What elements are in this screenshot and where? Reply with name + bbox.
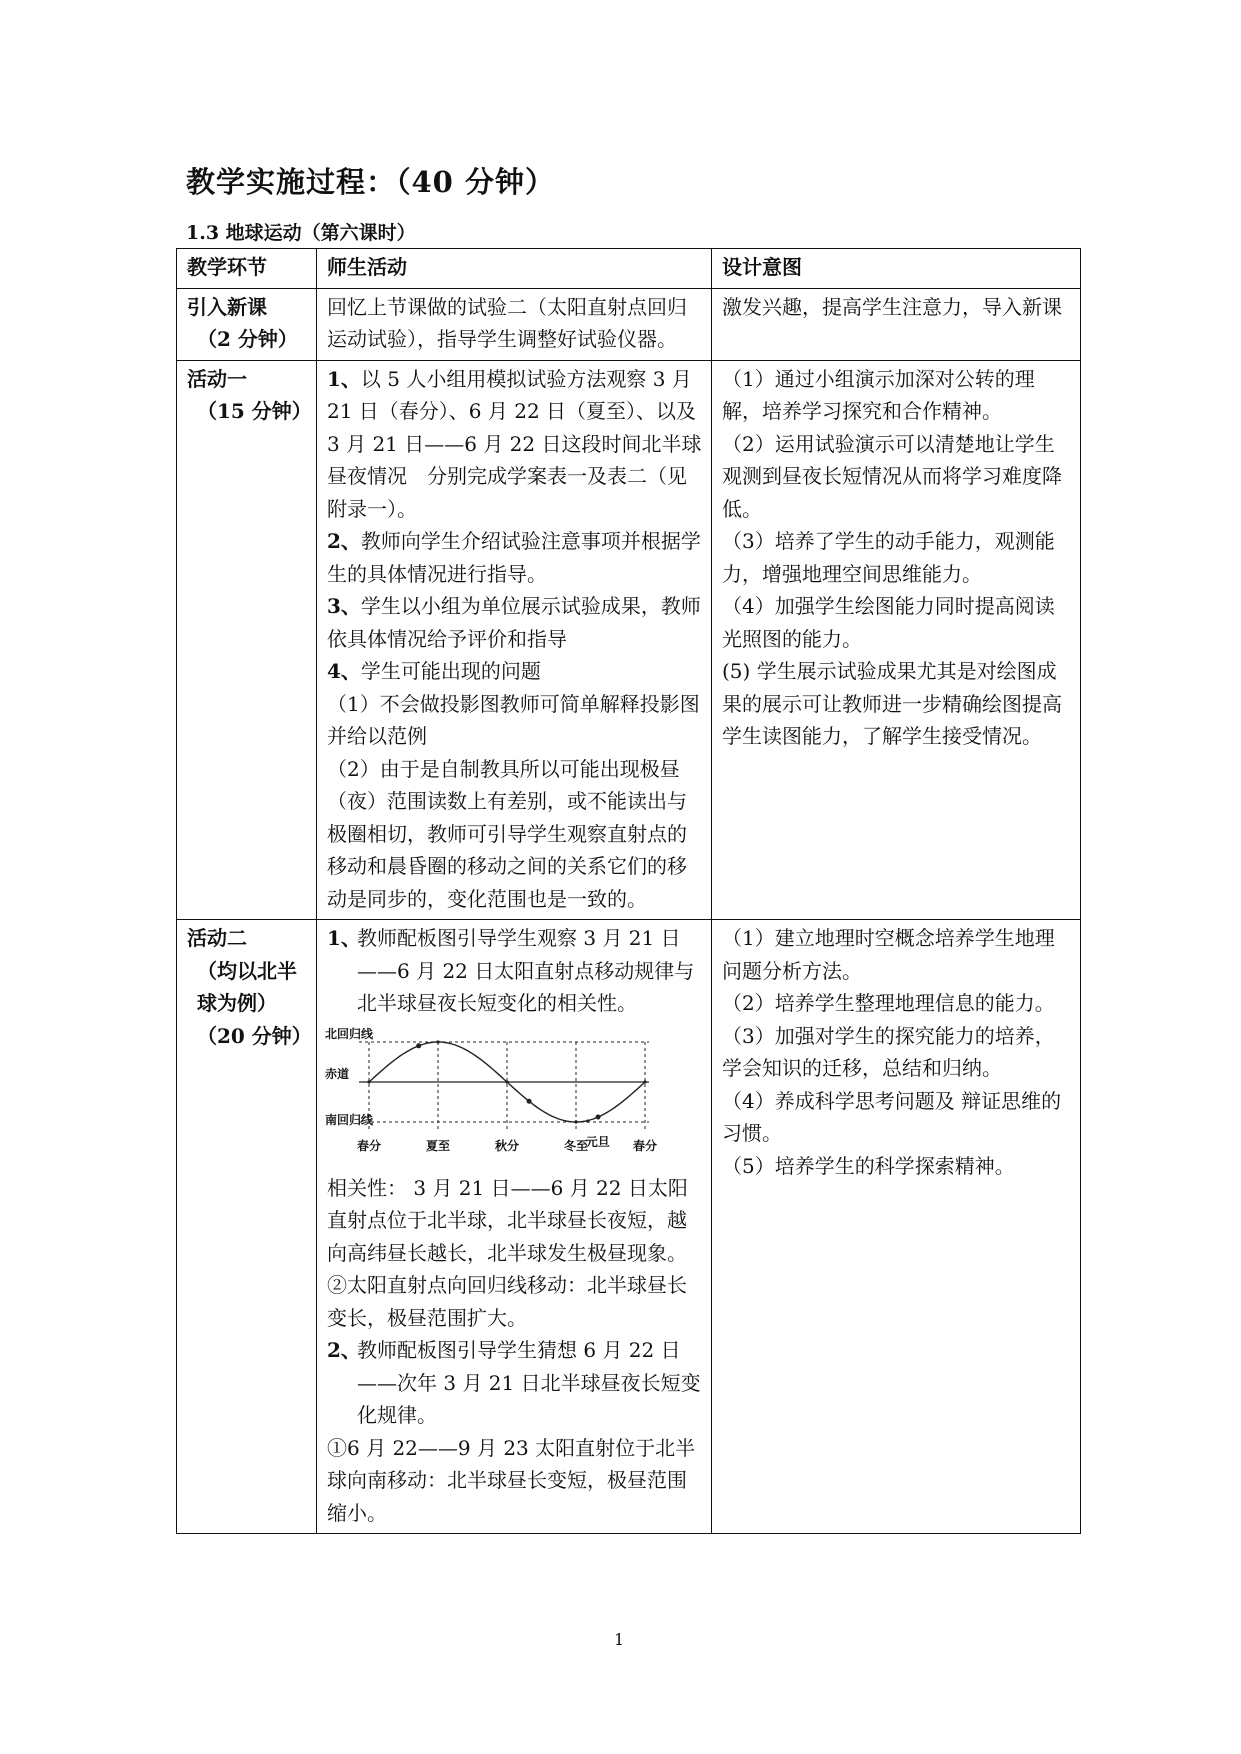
direction-marker [596, 1114, 601, 1119]
x-tick-label: 夏至 [425, 1138, 451, 1153]
activity-text: 回忆上节课做的试验二（太阳直射点回归运动试验），指导学生调整好试验仪器。 [327, 294, 687, 351]
table-row [177, 288, 1081, 360]
chart-grid [359, 1042, 649, 1132]
activity-item [327, 688, 703, 753]
activity-number: 1、 [327, 926, 361, 950]
solar-declination-chart [323, 1022, 693, 1172]
segment-name: 引入新课 [187, 294, 267, 319]
header-segment: 教学环节 [177, 249, 317, 289]
intent-text: （3）培养了学生的动手能力，观测能力，增强地理空间思维能力。 [722, 529, 1055, 586]
segment-cell [177, 920, 317, 1534]
intent-text: （2）培养学生整理地理信息的能力。 [722, 991, 1055, 1015]
lesson-table [176, 248, 1081, 1534]
direction-marker [527, 1098, 532, 1103]
intent-cell [712, 920, 1081, 1534]
intent-text: (5) 学生展示试验成果尤其是对绘图成果的展示可让教师进一步精确绘图提高学生读图能力，了解学生接受情况。 [722, 659, 1062, 748]
segment-duration: （20 分钟） [197, 1023, 312, 1048]
segment-cell [177, 360, 317, 920]
activities-cell [317, 360, 712, 920]
activity-text: （2）由于是自制教具所以可能出现极昼（夜）范围读数上有差别，或不能读出与极圈相切，教师可引导学生观察直射点的移动和晨昏圈的移动之间的关系它们的移动是同步的，变化范围也是一致的。 [327, 756, 687, 911]
activity-text: 教师配板图引导学生猜想 6 月 22 日——次年 3 月 21 日北半球昼夜长短变化规律。 [357, 1338, 701, 1427]
x-tick-label: 春分 [632, 1138, 658, 1153]
data-point [436, 1040, 439, 1043]
intent-text: （3）加强对学生的探究能力的培养，学会知识的迁移，总结和归纳。 [722, 1023, 1055, 1080]
data-point [643, 1080, 646, 1083]
activity-item [327, 590, 703, 655]
data-point [505, 1080, 508, 1083]
intent-cell [712, 288, 1081, 360]
intent-text: （4）养成科学思考问题及 辩证思维的习惯。 [722, 1088, 1062, 1145]
activities-cell [317, 920, 712, 1534]
activity-text: 学生可能出现的问题 [360, 659, 541, 683]
activity-item [327, 922, 703, 1020]
segment-duration: （2 分钟） [197, 327, 298, 351]
activity-number: 3、 [327, 594, 361, 618]
intent-text: （1）通过小组演示加深对公转的理解，培养学习探究和合作精神。 [722, 366, 1035, 423]
x-tick-label: 秋分 [494, 1138, 520, 1153]
data-point [574, 1120, 577, 1123]
lesson-subtitle: 1.3 地球运动（第六课时） [186, 222, 416, 244]
activity-text: ①6 月 22——9 月 23 太阳直射位于北半球向南移动：北半球昼长变短，极昼范围缩小。 [327, 1435, 696, 1525]
activity-text: ②太阳直射点向回归线移动：北半球昼长变长，极昼范围扩大。 [327, 1273, 687, 1330]
x-tick-label: 冬至 [563, 1138, 589, 1153]
row-label: 赤道 [325, 1066, 350, 1081]
segment-duration: （15 分钟） [197, 399, 312, 423]
table-row [177, 920, 1081, 1534]
table-header-row [177, 249, 1081, 289]
x-tick-label: 春分 [356, 1138, 382, 1153]
intent-text: （1）建立地理时空概念培养学生地理问题分析方法。 [722, 926, 1055, 983]
intent-cell [712, 360, 1081, 920]
activity-item [327, 753, 703, 916]
activity-text: 以 5 人小组用模拟试验方法观察 3 月 21 日（春分）、6 月 22 日（夏至）、以及 3 月 21 日——6 月 22 日这段时间北半球昼夜情况 分别完成学案表一及表二（见附录一）。 [327, 366, 702, 521]
activity-number: 2、 [327, 1338, 361, 1362]
intent-text: 激发兴趣，提高学生注意力，导入新课 [722, 294, 1062, 319]
activity-item [327, 363, 703, 526]
data-point [586, 1119, 589, 1122]
activity-text: 教师向学生介绍试验注意事项并根据学生的具体情况进行指导。 [327, 529, 701, 586]
activity-number: 1、 [327, 366, 361, 391]
page-title: 教学实施过程：（40 分钟） [186, 165, 555, 199]
segment-name: 活动二 [187, 926, 247, 950]
segment-note: （均以北半球为例） [197, 958, 297, 1015]
activity-text: （1）不会做投影图教师可简单解释投影图并给以范例 [327, 691, 700, 748]
activity-text: 相关性： 3 月 21 日——6 月 22 日太阳直射点位于北半球，北半球昼长夜短，越向高纬昼长越长，北半球发生极昼现象。 [327, 1175, 688, 1265]
activity-number: 2、 [327, 529, 361, 553]
activity-item [327, 1334, 703, 1432]
activities-cell [317, 288, 712, 360]
activity-item [327, 525, 703, 590]
intent-text: （2）运用试验演示可以清楚地让学生观测到昼夜长短情况从而将学习难度降低。 [722, 431, 1062, 521]
activity-text: 学生以小组为单位展示试验成果，教师依具体情况给予评价和指导 [327, 594, 701, 651]
table-row [177, 360, 1081, 920]
direction-marker [416, 1043, 421, 1048]
header-intent: 设计意图 [712, 249, 1081, 289]
segment-cell [177, 288, 317, 360]
row-label: 南回归线 [325, 1112, 374, 1127]
row-label: 北回归线 [325, 1026, 374, 1041]
intent-text: （4）加强学生绘图能力同时提高阅读光照图的能力。 [722, 594, 1055, 651]
chart-labels [325, 1026, 657, 1153]
intent-text: （5）培养学生的科学探索精神。 [722, 1153, 1015, 1178]
activity-item [327, 655, 703, 688]
data-point [367, 1080, 370, 1083]
x-tick-label: 元旦 [585, 1134, 610, 1149]
activity-text: 教师配板图引导学生观察 3 月 21 日——6 月 22 日太阳直射点移动规律与北半球昼夜长短变化的相关性。 [357, 926, 695, 1015]
segment-name: 活动一 [187, 366, 247, 391]
page-number: 1 [614, 1630, 625, 1649]
activity-number: 4、 [327, 659, 361, 683]
header-activities: 师生活动 [317, 249, 712, 289]
